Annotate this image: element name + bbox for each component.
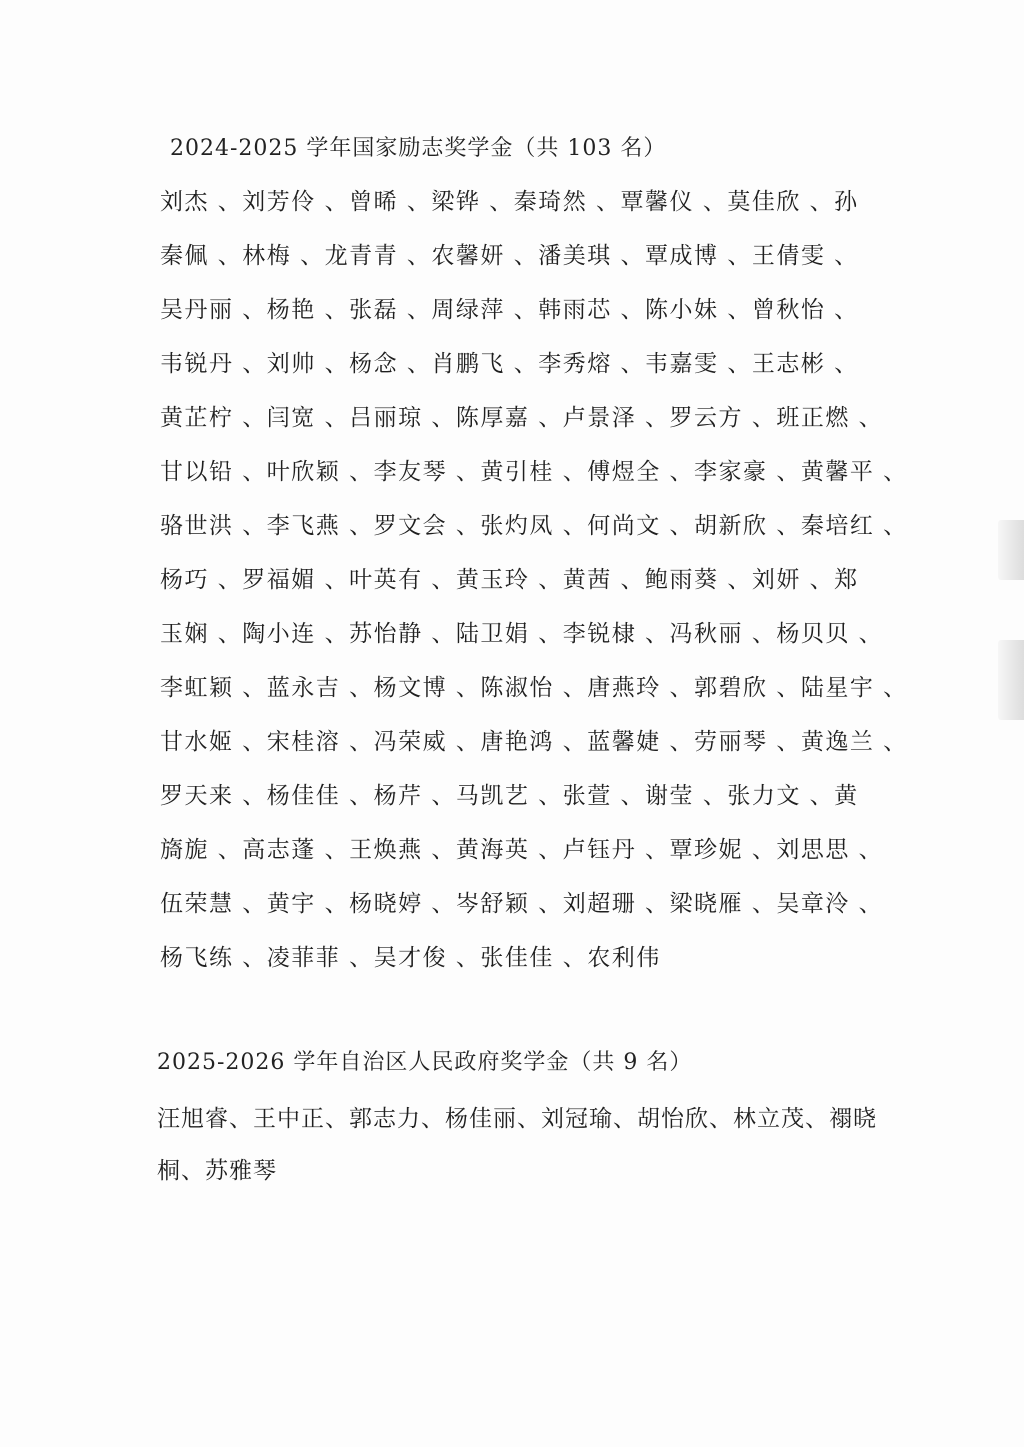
section1-line: 甘水姬 、宋桂溶 、冯荣威 、唐艳鸿 、蓝馨婕 、劳丽琴 、黄逸兰 、 (160, 729, 908, 755)
section1-line: 黄芷柠 、闫宽 、吕丽琼 、陈厚嘉 、卢景泽 、罗云方 、班正燃 、 (160, 405, 884, 431)
section1-line: 李虹颖 、蓝永吉 、杨文博 、陈淑怡 、唐燕玲 、郭碧欣 、陆星宇 、 (160, 675, 908, 701)
section1-line: 玉娴 、陶小连 、苏怡静 、陆卫娟 、李锐棣 、冯秋丽 、杨贝贝 、 (160, 621, 884, 647)
section1-line: 旖旎 、高志蓬 、王焕燕 、黄海英 、卢钰丹 、覃珍妮 、刘思思 、 (160, 837, 884, 863)
section1-line: 杨巧 、罗福媚 、叶英有 、黄玉玲 、黄茜 、鲍雨葵 、刘妍 、郑 (160, 567, 859, 593)
section2-heading: 2025-2026 学年自治区人民政府奖学金（共 9 名） (157, 1050, 693, 1075)
section1-line: 杨飞练 、凌菲菲 、吴才俊 、张佳佳 、农利伟 (160, 945, 661, 971)
section1-line: 秦佩 、林梅 、龙青青 、农馨妍 、潘美琪 、覃成博 、王倩雯 、 (160, 243, 859, 269)
section1-line: 罗天来 、杨佳佳 、杨芹 、马凯艺 、张萱 、谢莹 、张力文 、黄 (160, 783, 859, 809)
section2-line: 汪旭睿、王中正、郭志力、杨佳丽、刘冠瑜、胡怡欣、林立茂、禤晓 (157, 1106, 877, 1132)
section1-line: 韦锐丹 、刘帅 、杨念 、肖鹏飞 、李秀熔 、韦嘉雯 、王志彬 、 (160, 351, 859, 377)
scan-edge-mark (998, 640, 1024, 720)
section1-line: 甘以铅 、叶欣颖 、李友琴 、黄引桂 、傅煜全 、李家豪 、黄馨平 、 (160, 459, 908, 485)
section2-line: 桐、苏雅琴 (157, 1158, 277, 1184)
section1-line: 刘杰 、刘芳伶 、曾晞 、梁铧 、秦琦然 、覃馨仪 、莫佳欣 、孙 (160, 189, 859, 215)
section1-line: 骆世洪 、李飞燕 、罗文会 、张灼凤 、何尚文 、胡新欣 、秦培红 、 (160, 513, 908, 539)
scan-edge-mark (998, 520, 1024, 580)
section1-line: 伍荣慧 、黄宇 、杨晓婷 、岑舒颖 、刘超珊 、梁晓雁 、吴章泠 、 (160, 891, 884, 917)
section1-line: 吴丹丽 、杨艳 、张磊 、周绿萍 、韩雨芯 、陈小妹 、曾秋怡 、 (160, 297, 859, 323)
section1-heading: 2024-2025 学年国家励志奖学金（共 103 名） (170, 136, 667, 161)
